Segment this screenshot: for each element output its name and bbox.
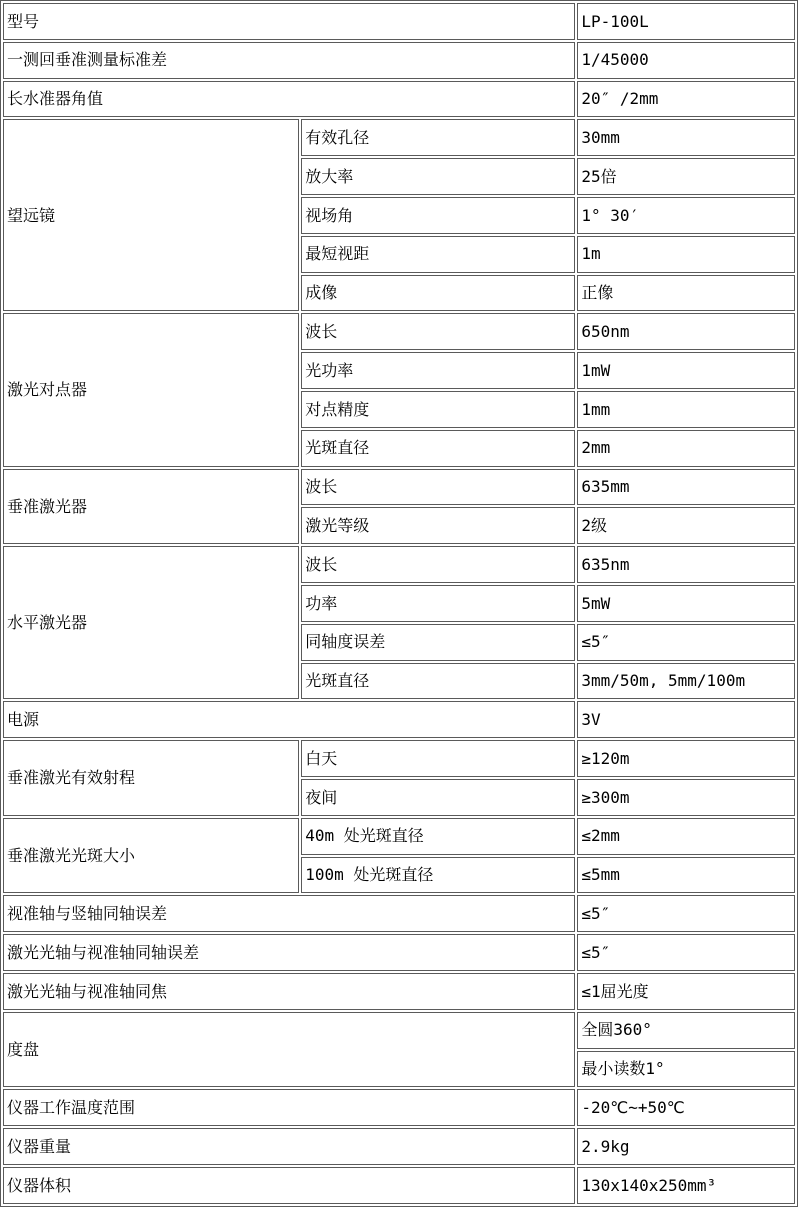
spec-value-cell: 1mW [577,352,795,389]
spec-value-cell: 1/45000 [577,42,795,79]
spec-sublabel-cell: 有效孔径 [301,119,575,156]
spec-value-cell: 30mm [577,119,795,156]
spec-value-cell: LP-100L [577,3,795,40]
spec-value-cell: 3V [577,701,795,738]
table-row [3,701,795,738]
spec-value-cell: 1° 30′ [577,197,795,234]
spec-label-cell: 仪器工作温度范围 [3,1089,575,1126]
table-row [3,119,795,156]
spec-value-cell: 5mW [577,585,795,622]
spec-value-cell: 2mm [577,430,795,467]
spec-sublabel-cell: 波长 [301,546,575,583]
table-row [3,42,795,79]
spec-sublabel-cell: 最短视距 [301,236,575,273]
spec-label-cell: 一测回垂准测量标准差 [3,42,575,79]
spec-sublabel-cell: 波长 [301,469,575,506]
table-row [3,469,795,506]
spec-value-cell: 635mm [577,469,795,506]
spec-value-cell: 635nm [577,546,795,583]
spec-value-cell: 2.9kg [577,1128,795,1165]
table-row [3,740,795,777]
spec-sublabel-cell: 白天 [301,740,575,777]
spec-value-cell: 3mm/50m, 5mm/100m [577,663,795,700]
spec-value-cell: ≥300m [577,779,795,816]
spec-sublabel-cell: 视场角 [301,197,575,234]
spec-label-cell: 长水准器角值 [3,81,575,118]
table-row [3,3,795,40]
spec-label-cell: 度盘 [3,1012,575,1088]
spec-value-cell: ≤5″ [577,895,795,932]
spec-label-cell: 激光光轴与视准轴同焦 [3,973,575,1010]
spec-value-cell: 25倍 [577,158,795,195]
spec-sublabel-cell: 光斑直径 [301,663,575,700]
spec-sublabel-cell: 激光等级 [301,507,575,544]
spec-label-cell: 垂准激光光斑大小 [3,818,299,894]
spec-sublabel-cell: 100m 处光斑直径 [301,857,575,894]
spec-sublabel-cell: 夜间 [301,779,575,816]
spec-sublabel-cell: 同轴度误差 [301,624,575,661]
spec-label-cell: 电源 [3,701,575,738]
spec-value-cell: 1m [577,236,795,273]
spec-sublabel-cell: 对点精度 [301,391,575,428]
spec-sublabel-cell: 放大率 [301,158,575,195]
spec-sublabel-cell: 光斑直径 [301,430,575,467]
table-row [3,818,795,855]
table-row [3,1167,795,1204]
spec-label-cell: 视准轴与竖轴同轴误差 [3,895,575,932]
spec-label-cell: 垂准激光有效射程 [3,740,299,816]
spec-value-cell: 2级 [577,507,795,544]
spec-sublabel-cell: 功率 [301,585,575,622]
spec-label-cell: 垂准激光器 [3,469,299,545]
spec-label-cell: 仪器重量 [3,1128,575,1165]
table-row [3,934,795,971]
spec-value-cell: 正像 [577,275,795,312]
table-row [3,973,795,1010]
spec-value-cell: ≤1屈光度 [577,973,795,1010]
table-row [3,546,795,583]
spec-label-cell: 型号 [3,3,575,40]
table-row [3,1089,795,1126]
spec-sublabel-cell: 40m 处光斑直径 [301,818,575,855]
table-row [3,895,795,932]
spec-value-cell: ≤2mm [577,818,795,855]
spec-label-cell: 仪器体积 [3,1167,575,1204]
spec-value-cell: 全圆360° [577,1012,795,1049]
spec-sublabel-cell: 光功率 [301,352,575,389]
table-row [3,1128,795,1165]
spec-label-cell: 激光光轴与视准轴同轴误差 [3,934,575,971]
spec-value-cell: -20℃~+50℃ [577,1089,795,1126]
spec-value-cell: ≤5″ [577,624,795,661]
spec-value-cell: ≤5″ [577,934,795,971]
table-row [3,81,795,118]
spec-value-cell: 20″ /2mm [577,81,795,118]
spec-sublabel-cell: 成像 [301,275,575,312]
spec-value-cell: 650nm [577,313,795,350]
spec-value-cell: 130x140x250mm³ [577,1167,795,1204]
spec-table-body [3,3,795,1204]
spec-value-cell: 最小读数1° [577,1051,795,1088]
spec-label-cell: 水平激光器 [3,546,299,699]
spec-value-cell: ≥120m [577,740,795,777]
spec-value-cell: ≤5mm [577,857,795,894]
spec-label-cell: 望远镜 [3,119,299,311]
spec-value-cell: 1mm [577,391,795,428]
table-row [3,313,795,350]
spec-sublabel-cell: 波长 [301,313,575,350]
table-row [3,1012,795,1049]
spec-label-cell: 激光对点器 [3,313,299,466]
